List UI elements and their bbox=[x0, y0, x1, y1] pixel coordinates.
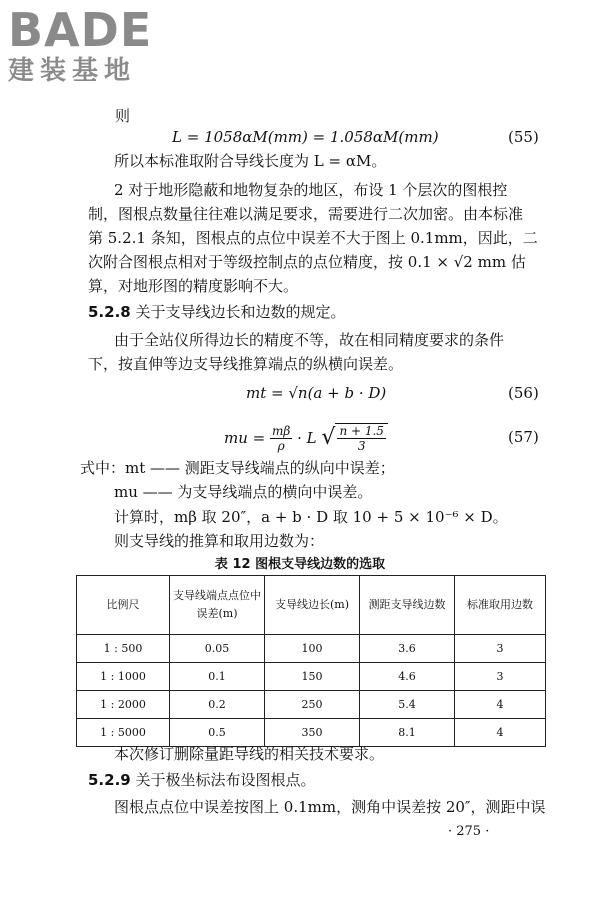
equation-57-mid: · L bbox=[297, 429, 317, 447]
para2-line1: 2 对于地形隐蔽和地物复杂的地区，布设 1 个层次的图根控 bbox=[114, 181, 508, 199]
header-scale: 比例尺 bbox=[77, 576, 170, 635]
cell: 4 bbox=[455, 691, 546, 719]
header-standard-edges: 标准取用边数 bbox=[455, 576, 546, 635]
cell: 350 bbox=[265, 719, 360, 747]
para2-line3: 第 5.2.1 条知，图根点的点位中误差不大于图上 0.1mm，因此，二 bbox=[88, 229, 538, 247]
edge-count-line: 则支导线的推算和取用边数为： bbox=[114, 532, 325, 550]
cell: 100 bbox=[265, 635, 360, 663]
equation-55: L = 1058αM(mm) = 1.058αM(mm) bbox=[172, 128, 439, 146]
cell: 0.1 bbox=[170, 663, 265, 691]
equation-55-number: (55) bbox=[508, 128, 539, 146]
page-number: · 275 · bbox=[448, 824, 490, 839]
table-row bbox=[77, 719, 546, 747]
table-row bbox=[77, 635, 546, 663]
logo bbox=[8, 4, 178, 90]
equation-56: mt = √n(a + b · D) bbox=[246, 384, 387, 402]
section-5-2-8-number: 5.2.8 bbox=[88, 303, 131, 321]
section-5-2-8 bbox=[88, 302, 346, 322]
table-header-row bbox=[77, 576, 546, 635]
definition-mt: 式中：mt —— 测距支导线端点的纵向中误差； bbox=[80, 459, 395, 477]
definition-mu: mu —— 为支导线端点的横向中误差。 bbox=[114, 483, 373, 501]
cell: 1 : 1000 bbox=[77, 663, 170, 691]
sqrt-icon: √ bbox=[321, 425, 336, 450]
fraction-numerator: mβ bbox=[272, 423, 291, 438]
equation-57-fraction bbox=[270, 424, 292, 453]
section-5-2-9-title: 关于极坐标法布设图根点。 bbox=[135, 771, 316, 789]
header-edges: 测距支导线边数 bbox=[360, 576, 455, 635]
cell: 0.5 bbox=[170, 719, 265, 747]
logo-main: BADE bbox=[8, 3, 153, 57]
section-5-2-8-title: 关于支导线边长和边数的规定。 bbox=[135, 303, 346, 321]
para3-line1: 由于全站仪所得边长的精度不等，故在相同精度要求的条件 bbox=[114, 331, 505, 349]
cell: 3 bbox=[455, 663, 546, 691]
cell: 0.05 bbox=[170, 635, 265, 663]
para3-line2: 下，按直伸等边支导线推算端点的纵横向误差。 bbox=[88, 355, 404, 373]
header-error: 支导线端点点位中误差(m) bbox=[170, 576, 265, 635]
revision-note: 本次修订删除量距导线的相关技术要求。 bbox=[114, 745, 385, 763]
table-row bbox=[77, 663, 546, 691]
equation-56-number: (56) bbox=[508, 384, 539, 402]
cell: 4.6 bbox=[360, 663, 455, 691]
table-row bbox=[77, 691, 546, 719]
sqrt-numerator: n + 1.5 bbox=[339, 424, 384, 438]
conclusion-line: 所以本标准取附合导线长度为 L = αM。 bbox=[114, 152, 387, 170]
cell: 1 : 2000 bbox=[77, 691, 170, 719]
header-length: 支导线边长(m) bbox=[265, 576, 360, 635]
para2-line2: 制，图根点数量往往难以满足要求，需要进行二次加密。由本标准 bbox=[88, 205, 524, 223]
cell: 4 bbox=[455, 719, 546, 747]
ze-text: 则 bbox=[115, 107, 131, 125]
equation-57-number: (57) bbox=[508, 428, 539, 446]
para2-line5: 算，对地形图的精度影响不大。 bbox=[88, 277, 299, 295]
calculation-line: 计算时，mβ 取 20″，a + b · D 取 10 + 5 × 10⁻⁶ × D。 bbox=[114, 508, 508, 526]
cell: 3.6 bbox=[360, 635, 455, 663]
equation-57-lhs: mu = bbox=[224, 429, 266, 447]
cell: 250 bbox=[265, 691, 360, 719]
para2-line4: 次附合图根点相对于等级控制点的点位精度，按 0.1 × √2 mm 估 bbox=[88, 253, 526, 271]
cell: 8.1 bbox=[360, 719, 455, 747]
para4-line1: 图根点点位中误差按图上 0.1mm，测角中误差按 20″，测距中误 bbox=[114, 798, 546, 816]
table-caption: 表 12 图根支导线边数的选取 bbox=[214, 557, 386, 572]
cell: 1 : 500 bbox=[77, 635, 170, 663]
cell: 3 bbox=[455, 635, 546, 663]
logo-sub: 建装基地 bbox=[8, 56, 137, 86]
cell: 150 bbox=[265, 663, 360, 691]
sqrt-denominator: 3 bbox=[357, 439, 366, 453]
cell: 5.4 bbox=[360, 691, 455, 719]
section-5-2-9 bbox=[88, 770, 316, 790]
equation-57 bbox=[224, 418, 388, 458]
edge-count-table bbox=[76, 575, 546, 747]
section-5-2-9-number: 5.2.9 bbox=[88, 771, 131, 789]
cell: 0.2 bbox=[170, 691, 265, 719]
cell: 1 : 5000 bbox=[77, 719, 170, 747]
fraction-denominator: ρ bbox=[277, 438, 285, 453]
equation-57-sqrt bbox=[335, 423, 388, 453]
